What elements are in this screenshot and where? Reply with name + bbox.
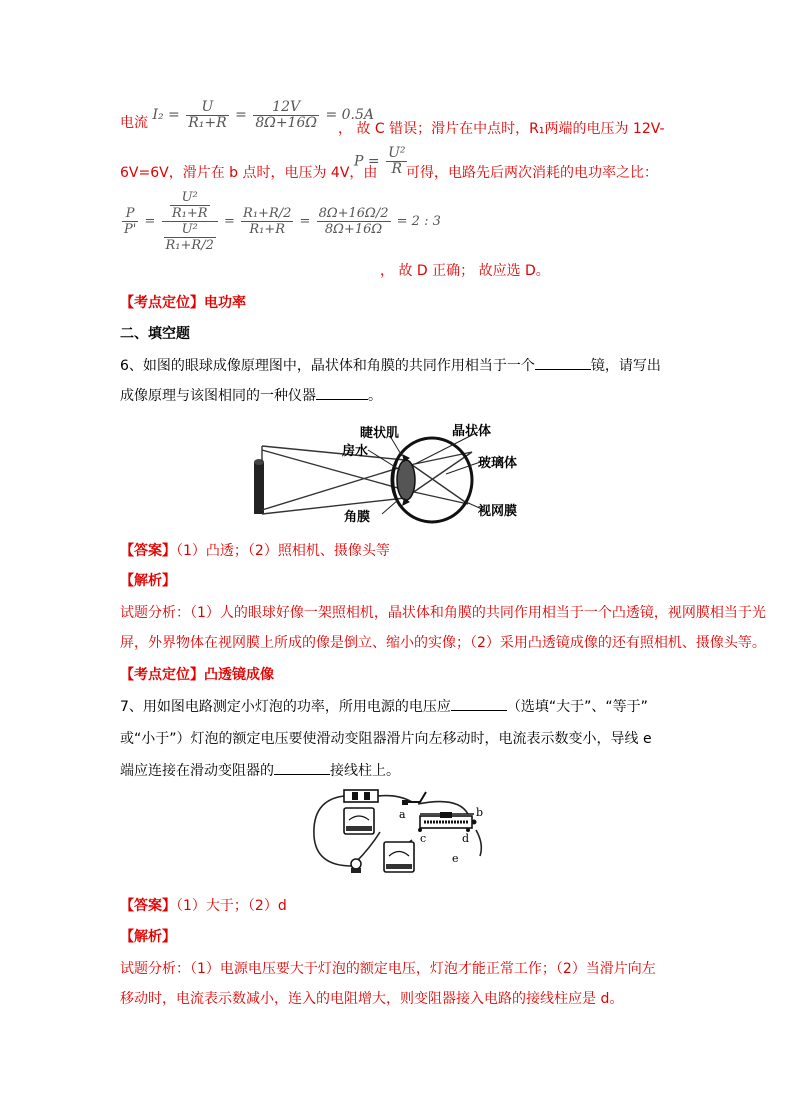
q6-blank-1 (535, 355, 591, 370)
q7-blank-1 (451, 696, 507, 711)
q6-blank-2 (316, 385, 368, 400)
object-candle (254, 462, 264, 514)
label-vitreous: 玻璃体 (478, 456, 518, 471)
q5-line1-text: ， 故 C 错误；滑片在中点时，R₁两端的电压为 12V- (338, 121, 665, 137)
label-d: d (462, 832, 470, 845)
label-b: b (476, 806, 484, 819)
lens-shape (397, 460, 415, 500)
circuit-diagram (308, 786, 498, 878)
label-e: e (452, 852, 459, 865)
power-formula: P = $\frac{\text{U²}}{R}$ (354, 145, 406, 177)
q7-line1: 7、用如图电路测定小灯泡的功率，所用电源的电压应 （选填“大于”、“等于” (120, 696, 648, 716)
current-prefix: 电流 (120, 115, 148, 131)
q7-analysis-1: 试题分析：（1）电源电压要大于灯泡的额定电压，灯泡才能正常工作；（2）当滑片向左 (120, 961, 656, 977)
q6-analysis-1: 试题分析：（1）人的眼球好像一架照相机，晶状体和角膜的共同作用相当于一个凸透镜，视网膜相当于光 (120, 605, 766, 621)
q7-line3: 端应连接在滑动变阻器的 接线柱上。 (120, 760, 400, 780)
label-lens: 晶状体 (452, 424, 492, 439)
power-ratio-formula: $\frac{P}{P'}$ = $\frac{\frac{\text{U²}}{\text{R₁+R}}}{\frac{\text{U²}}{\text{R₁+R/2}}}$ = $\frac{\text{R₁+R/2}}{\text{R₁+R}}$ = $\frac{8\Omega+16\Omega/2}{8\Omega+16\Omega}$ = 2 : 3 (124, 190, 441, 253)
label-retina: 视网膜 (478, 504, 518, 519)
q6-answer: 【答案】（1）凸透；（2）照相机、摄像头等 (120, 543, 390, 559)
label-ciliary: 睫状肌 (360, 426, 400, 441)
q5-line2-b: 可得，电路先后两次消耗的电功率之比： (406, 165, 658, 181)
q6-line2: 成像原理与该图相同的一种仪器 。 (120, 385, 382, 405)
current-formula: I₂ = $\frac{U}{\text{R₁+R}}$ = $\frac{12V}{8\Omega+16\Omega}$ = 0.5A (152, 98, 374, 131)
label-aqueous: 房水 (342, 444, 369, 459)
current-formula-line (120, 98, 374, 132)
q7-analysis-2: 移动时，电流表示数减小，连入的电阻增大，则变阻器接入电路的接线柱应是 d。 (120, 991, 624, 1007)
q7-line2: 或“小于”）灯泡的额定电压要使滑动变阻器滑片向左移动时，电流表示数变小，导线 e (120, 731, 652, 747)
q7-answer: 【答案】（1）大于；（2）d (120, 898, 287, 914)
q6-analysis-2: 屏，外界物体在视网膜上所成的像是倒立、缩小的实像；（2）采用凸透镜成像的还有照相机、摄像头等。 (120, 635, 766, 651)
label-a: a (399, 808, 406, 821)
section-title: 二、填空题 (120, 326, 190, 342)
q5-kaodian: 【考点定位】电功率 (120, 295, 246, 311)
q6-kaodian: 【考点定位】凸透镜成像 (120, 667, 274, 683)
battery (344, 790, 378, 802)
bulb (351, 859, 361, 869)
q7-blank-2 (274, 760, 330, 775)
q6-line1: 6、如图的眼球成像原理图中，晶状体和角膜的共同作用相当于一个 镜，请写出 (120, 355, 661, 375)
q5-line3-text: ， 故 D 正确； 故应选 D。 (380, 263, 550, 279)
q7-jiexi: 【解析】 (120, 929, 176, 945)
label-cornea: 角膜 (344, 510, 371, 525)
q5-line2-a: 6V=6V，滑片在 b 点时，电压为 4V，由 (120, 165, 378, 181)
q6-jiexi: 【解析】 (120, 573, 176, 589)
label-c: c (420, 832, 427, 845)
